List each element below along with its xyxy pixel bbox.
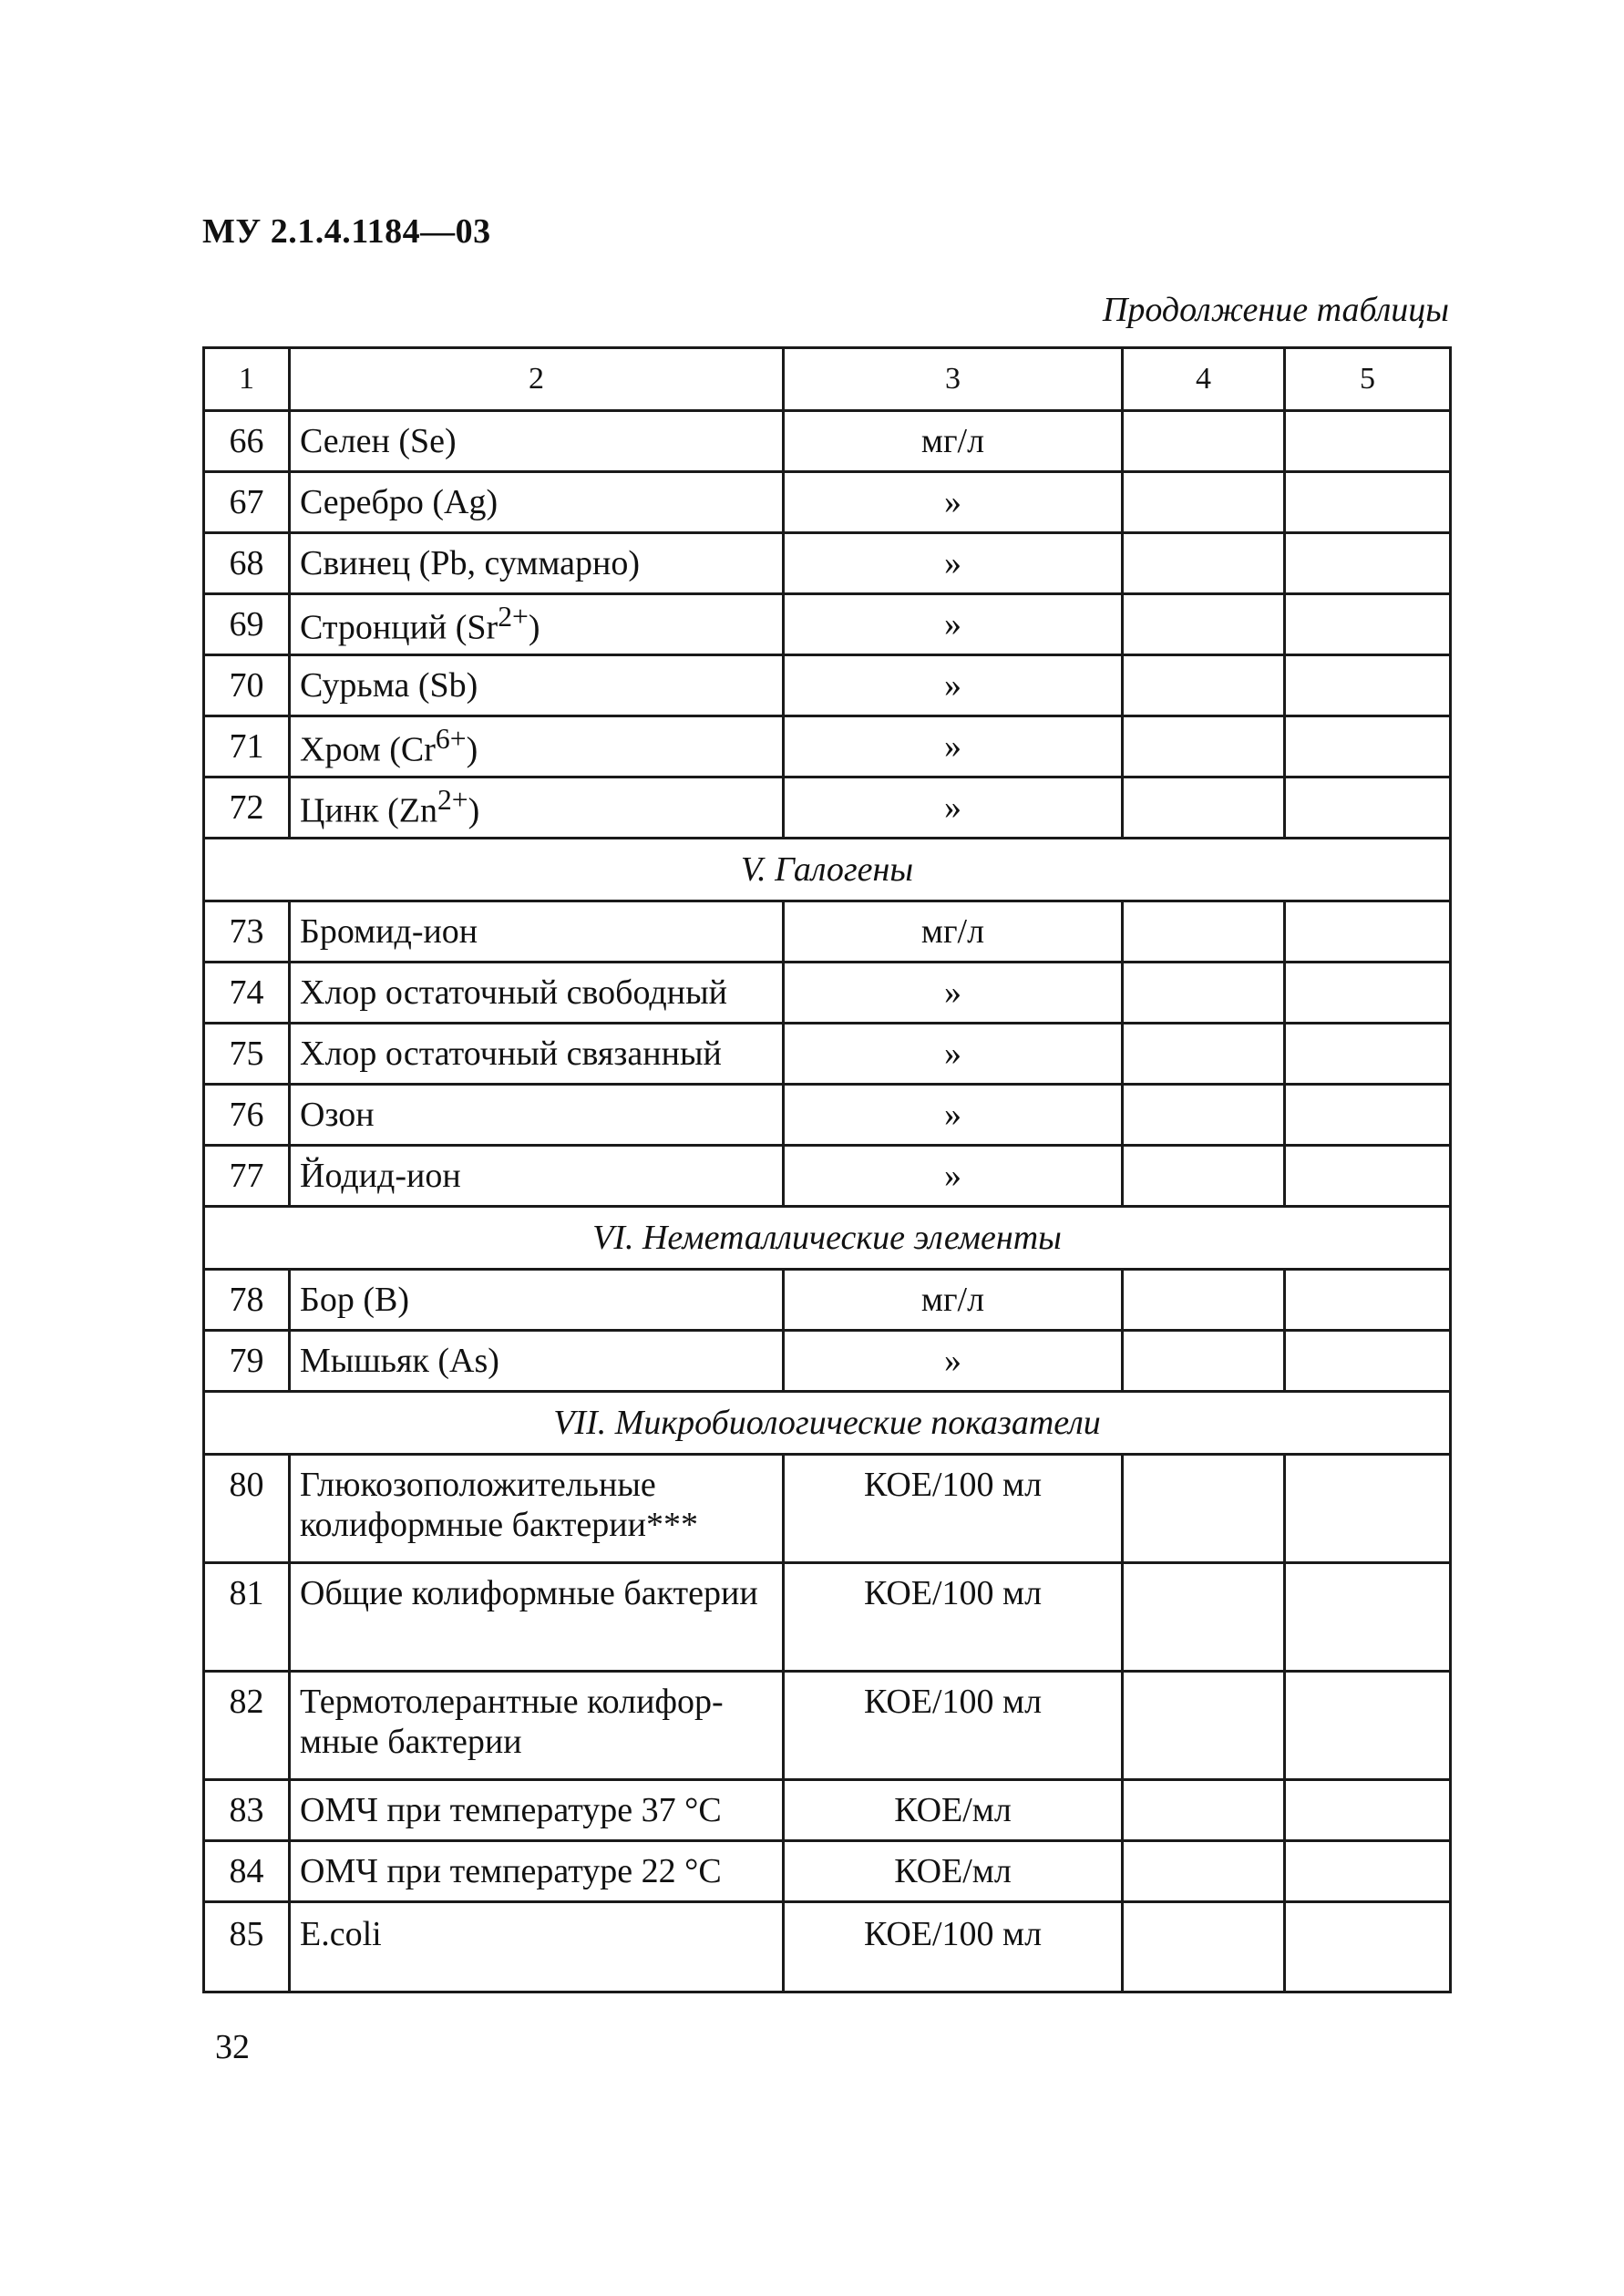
column-header: 4	[1123, 348, 1285, 411]
empty-cell	[1285, 1085, 1451, 1146]
unit-cell: мг/л	[784, 411, 1123, 472]
document-code: МУ 2.1.4.1184—03	[202, 212, 491, 251]
section-title-microbiological: VII. Микробиологические показатели	[204, 1392, 1451, 1455]
empty-cell	[1123, 472, 1285, 533]
indicator-name-text: Стронций (Sr	[300, 608, 499, 647]
empty-cell	[1285, 1563, 1451, 1672]
indicator-name	[290, 716, 784, 777]
table-row	[204, 1780, 1451, 1841]
ion-charge: 2+	[498, 601, 529, 633]
indicator-name: Йодид-ион	[290, 1146, 784, 1207]
section-row	[204, 839, 1451, 901]
ion-charge: 2+	[437, 784, 468, 817]
row-number: 66	[204, 411, 290, 472]
indicator-name	[290, 594, 784, 655]
unit-cell: »	[784, 1146, 1123, 1207]
indicator-name-tail: )	[468, 791, 480, 830]
empty-cell	[1285, 655, 1451, 716]
row-number: 74	[204, 963, 290, 1024]
table-row	[204, 1902, 1451, 1992]
empty-cell	[1285, 1841, 1451, 1902]
empty-cell	[1285, 1780, 1451, 1841]
empty-cell	[1123, 1085, 1285, 1146]
empty-cell	[1123, 533, 1285, 594]
table-row	[204, 1672, 1451, 1780]
row-number: 75	[204, 1024, 290, 1085]
table-row	[204, 777, 1451, 839]
row-number: 85	[204, 1902, 290, 1992]
indicator-name: Серебро (Ag)	[290, 472, 784, 533]
empty-cell	[1285, 594, 1451, 655]
table-row	[204, 1024, 1451, 1085]
column-header: 2	[290, 348, 784, 411]
row-number: 84	[204, 1841, 290, 1902]
empty-cell	[1123, 1024, 1285, 1085]
row-number: 77	[204, 1146, 290, 1207]
section-title-halogens: V. Галогены	[204, 839, 1451, 901]
empty-cell	[1285, 1270, 1451, 1331]
empty-cell	[1285, 1672, 1451, 1780]
table-row	[204, 533, 1451, 594]
section-row	[204, 1207, 1451, 1270]
table-row	[204, 963, 1451, 1024]
indicator-name: Озон	[290, 1085, 784, 1146]
empty-cell	[1123, 901, 1285, 963]
row-number: 76	[204, 1085, 290, 1146]
indicator-name: Селен (Se)	[290, 411, 784, 472]
unit-cell: КОЕ/100 мл	[784, 1455, 1123, 1563]
empty-cell	[1285, 963, 1451, 1024]
empty-cell	[1285, 472, 1451, 533]
empty-cell	[1285, 1331, 1451, 1392]
indicator-name: Общие колиформные бактерии	[290, 1563, 784, 1672]
unit-cell: КОЕ/100 мл	[784, 1563, 1123, 1672]
unit-cell: КОЕ/100 мл	[784, 1902, 1123, 1992]
empty-cell	[1123, 411, 1285, 472]
row-number: 69	[204, 594, 290, 655]
table-row	[204, 1455, 1451, 1563]
empty-cell	[1123, 1780, 1285, 1841]
empty-cell	[1123, 594, 1285, 655]
unit-cell: »	[784, 472, 1123, 533]
unit-cell: КОЕ/100 мл	[784, 1672, 1123, 1780]
table-row	[204, 1085, 1451, 1146]
table-row	[204, 901, 1451, 963]
table-row	[204, 1331, 1451, 1392]
indicator-name: Мышьяк (As)	[290, 1331, 784, 1392]
row-number: 79	[204, 1331, 290, 1392]
empty-cell	[1123, 655, 1285, 716]
row-number: 72	[204, 777, 290, 839]
section-title-nonmetallic: VI. Неметаллические элементы	[204, 1207, 1451, 1270]
table-header-row	[204, 348, 1451, 411]
empty-cell	[1123, 963, 1285, 1024]
indicators-table	[202, 346, 1452, 1993]
indicator-name: Хлор остаточный свободный	[290, 963, 784, 1024]
table-row	[204, 1563, 1451, 1672]
empty-cell	[1285, 901, 1451, 963]
empty-cell	[1285, 411, 1451, 472]
empty-cell	[1285, 777, 1451, 839]
row-number: 70	[204, 655, 290, 716]
page-number: 32	[215, 2028, 250, 2066]
unit-cell: »	[784, 533, 1123, 594]
empty-cell	[1123, 1672, 1285, 1780]
unit-cell: мг/л	[784, 1270, 1123, 1331]
unit-cell: »	[784, 963, 1123, 1024]
table-row	[204, 1841, 1451, 1902]
indicator-name: Сурьма (Sb)	[290, 655, 784, 716]
empty-cell	[1285, 1024, 1451, 1085]
table-row	[204, 411, 1451, 472]
indicator-name-text: Хром (Cr	[300, 730, 436, 769]
empty-cell	[1285, 1146, 1451, 1207]
column-header: 1	[204, 348, 290, 411]
table-row	[204, 472, 1451, 533]
row-number: 71	[204, 716, 290, 777]
empty-cell	[1123, 716, 1285, 777]
empty-cell	[1285, 1902, 1451, 1992]
row-number: 80	[204, 1455, 290, 1563]
indicator-name: Бор (B)	[290, 1270, 784, 1331]
empty-cell	[1123, 1331, 1285, 1392]
indicator-name	[290, 777, 784, 839]
empty-cell	[1285, 533, 1451, 594]
unit-cell: »	[784, 655, 1123, 716]
empty-cell	[1123, 777, 1285, 839]
row-number: 82	[204, 1672, 290, 1780]
row-number: 68	[204, 533, 290, 594]
unit-cell: »	[784, 1085, 1123, 1146]
indicator-name: Хлор остаточный связанный	[290, 1024, 784, 1085]
row-number: 83	[204, 1780, 290, 1841]
indicator-name: Свинец (Pb, суммарно)	[290, 533, 784, 594]
indicator-name: Глюкозоположительные колиформные бактерии***	[290, 1455, 784, 1563]
indicator-name: Термотолерантные колифор-мные бактерии	[290, 1672, 784, 1780]
row-number: 81	[204, 1563, 290, 1672]
empty-cell	[1123, 1902, 1285, 1992]
table-row	[204, 594, 1451, 655]
column-header: 5	[1285, 348, 1451, 411]
row-number: 78	[204, 1270, 290, 1331]
row-number: 73	[204, 901, 290, 963]
unit-cell: мг/л	[784, 901, 1123, 963]
indicator-name: ОМЧ при температуре 22 °С	[290, 1841, 784, 1902]
ion-charge: 6+	[435, 723, 467, 756]
unit-cell: »	[784, 777, 1123, 839]
unit-cell: КОЕ/мл	[784, 1841, 1123, 1902]
table-row	[204, 655, 1451, 716]
indicator-name-tail: )	[528, 608, 540, 647]
empty-cell	[1123, 1841, 1285, 1902]
empty-cell	[1123, 1455, 1285, 1563]
empty-cell	[1123, 1563, 1285, 1672]
indicator-name: ОМЧ при температуре 37 °С	[290, 1780, 784, 1841]
unit-cell: »	[784, 1024, 1123, 1085]
column-header: 3	[784, 348, 1123, 411]
unit-cell: »	[784, 1331, 1123, 1392]
table-row	[204, 1270, 1451, 1331]
row-number: 67	[204, 472, 290, 533]
section-row	[204, 1392, 1451, 1455]
indicator-name-text: Цинк (Zn	[300, 791, 437, 830]
unit-cell: »	[784, 594, 1123, 655]
table-row	[204, 1146, 1451, 1207]
unit-cell: КОЕ/мл	[784, 1780, 1123, 1841]
empty-cell	[1285, 1455, 1451, 1563]
indicator-name-tail: )	[466, 730, 478, 769]
table-continuation-label: Продолжение таблицы	[1102, 291, 1449, 329]
empty-cell	[1285, 716, 1451, 777]
empty-cell	[1123, 1146, 1285, 1207]
indicator-name: E.coli	[290, 1902, 784, 1992]
unit-cell: »	[784, 716, 1123, 777]
empty-cell	[1123, 1270, 1285, 1331]
table-row	[204, 716, 1451, 777]
indicator-name: Бромид-ион	[290, 901, 784, 963]
